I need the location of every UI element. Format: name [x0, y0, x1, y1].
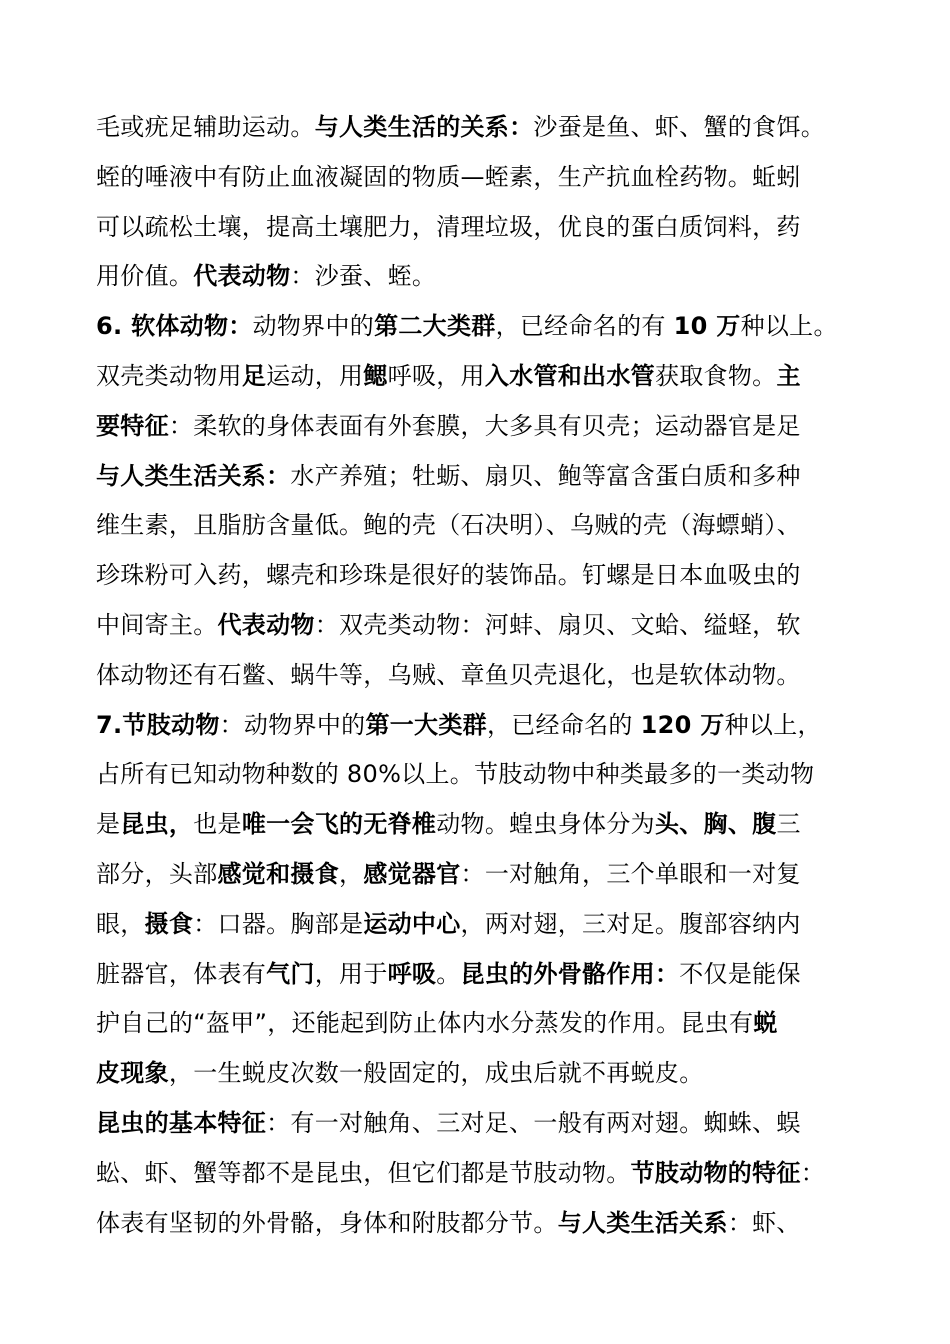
- text-segment: ，: [339, 859, 364, 888]
- text-segment: 动物。蝗虫身体分为: [436, 810, 655, 839]
- text-segment: ：沙蚕、蛭。: [290, 262, 437, 291]
- text-segment: 蛭的唾液中有防止血液凝固的物质—蛭素，生产抗血栓药物。蚯蚓: [96, 162, 801, 191]
- bold-term: 鳃: [363, 361, 388, 390]
- text-line: [96, 402, 910, 452]
- bold-term: 气门: [266, 959, 315, 988]
- text-segment: 蚣、虾、蟹等都不是昆虫，但它们都是节肢动物。: [96, 1158, 631, 1187]
- bold-term: 第二大类群: [374, 312, 496, 341]
- bold-term: 主: [776, 361, 801, 390]
- text-segment: 体动物还有石鳖、蜗牛等，乌贼、章鱼贝壳退化，也是软体动物。: [96, 660, 801, 689]
- bold-term: 昆虫的基本特征: [96, 1108, 267, 1137]
- text-segment: 体表有坚韧的外骨骼，身体和附肢都分节。: [96, 1208, 558, 1237]
- bold-term: 与人类生活的关系：: [314, 113, 534, 141]
- text-segment: 。: [436, 959, 461, 988]
- bold-term: 与人类生活关系：: [96, 461, 291, 490]
- bold-term: 呼吸: [387, 959, 437, 988]
- bold-term: 运动中心: [363, 909, 461, 938]
- text-segment: 眼，: [96, 909, 145, 938]
- text-segment: 脏器官，体表有: [96, 959, 267, 988]
- text-line: [96, 203, 910, 253]
- text-segment: 获取食物。: [654, 361, 777, 390]
- bold-term: 120 万: [640, 710, 725, 739]
- text-segment: 也是: [193, 810, 242, 839]
- bold-term: 蜕: [753, 1009, 778, 1038]
- text-line: [96, 850, 910, 900]
- bold-term: 唯一会飞的无脊椎: [241, 810, 437, 839]
- text-segment: 不仅是能保: [679, 959, 801, 988]
- bold-term: 入水管和出水管: [484, 361, 655, 390]
- text-segment: ：虾、: [727, 1208, 801, 1237]
- text-segment: 占所有已知动物种数的 80%以上。节肢动物中种类最多的一类动物: [96, 760, 815, 789]
- text-segment: 呼吸，用: [387, 361, 485, 390]
- text-segment: 水产养殖；牡蛎、扇贝、鲍等富含蛋白质和多种: [290, 461, 801, 490]
- text-segment: 可以疏松土壤，提高土壤肥力，清理垃圾，优良的蛋白质饲料，药: [96, 212, 801, 241]
- text-line: [96, 900, 910, 950]
- bold-term: 10 万: [673, 312, 741, 341]
- text-body: [96, 103, 910, 1248]
- text-segment: ：有一对触角、三对足、一般有两对翅。蜘蛛、蜈: [266, 1108, 801, 1137]
- text-line: [96, 1049, 910, 1099]
- text-segment: ：: [800, 1158, 826, 1187]
- bold-term: 6. 软体动物：: [96, 312, 253, 341]
- text-segment: 运动，用: [266, 361, 364, 390]
- text-segment: ：双壳类动物：河蚌、扇贝、文蛤、缢蛏，软: [314, 610, 801, 639]
- bold-term: 代表动物: [193, 262, 291, 291]
- text-line: [96, 551, 910, 601]
- text-line: [96, 950, 910, 1000]
- text-segment: ，已经命名的: [486, 710, 641, 739]
- text-segment: 种以上，: [724, 710, 822, 739]
- text-segment: 动物界中的: [252, 312, 375, 341]
- bold-term: 感觉和摄食: [217, 859, 339, 888]
- text-segment: 护自己的“盔甲”，还能起到防止体内水分蒸发的作用。昆虫有: [96, 1009, 754, 1038]
- text-line: [96, 800, 910, 850]
- text-line: [96, 352, 910, 402]
- text-segment: 三: [776, 810, 801, 839]
- bold-term: 头、胸、腹: [654, 810, 777, 839]
- text-segment: 部分，头部: [96, 859, 218, 888]
- text-line: [96, 601, 910, 651]
- bold-term: 感觉器官: [363, 859, 461, 888]
- text-line: [96, 651, 910, 701]
- bold-term: 与人类生活关系: [557, 1208, 728, 1237]
- text-segment: ，已经命名的有: [495, 312, 674, 341]
- text-segment: 是: [96, 810, 121, 839]
- bold-term: 昆虫的外骨骼作用：: [460, 959, 680, 988]
- text-line: [96, 1099, 910, 1149]
- text-line: [96, 302, 910, 352]
- text-segment: 珍珠粉可入药，螺壳和珍珠是很好的装饰品。钉螺是日本血吸虫的: [96, 561, 801, 590]
- bold-term: 7.节肢动物: [96, 710, 220, 739]
- text-segment: ，一生蜕皮次数一般固定的，成虫后就不再蜕皮。: [168, 1059, 704, 1088]
- bold-term: 要特征: [96, 411, 169, 440]
- bold-term: 皮现象: [96, 1059, 169, 1088]
- bold-term: 足: [241, 361, 267, 390]
- text-line: [96, 501, 910, 551]
- text-line: [96, 750, 910, 800]
- text-segment: ：一对触角，三个单眼和一对复: [460, 859, 801, 888]
- bold-term: 代表动物: [217, 610, 315, 639]
- text-line: [96, 999, 910, 1049]
- text-line: [96, 701, 910, 751]
- text-line: [96, 252, 910, 302]
- text-segment: ，用于: [314, 959, 388, 988]
- text-line: [96, 153, 910, 203]
- bold-term: 昆虫，: [120, 810, 194, 839]
- text-segment: 双壳类动物用: [96, 361, 242, 390]
- bold-term: 节肢动物的特征: [630, 1158, 801, 1187]
- bold-term: 摄食: [144, 909, 194, 938]
- text-segment: ：动物界中的: [219, 710, 366, 739]
- text-line: [96, 452, 910, 502]
- text-line: [96, 1149, 910, 1199]
- text-segment: 维生素，且脂肪含量低。鲍的壳（石决明）、乌贼的壳（海螵蛸）、: [96, 511, 801, 540]
- text-segment: 毛或疣足辅助运动。: [96, 113, 315, 141]
- text-segment: ：柔软的身体表面有外套膜，大多具有贝壳；运动器官是足: [168, 411, 801, 440]
- text-segment: 用价值。: [96, 262, 194, 291]
- text-segment: 种以上。: [740, 312, 838, 341]
- bold-term: 第一大类群: [365, 710, 487, 739]
- text-line: [96, 1199, 910, 1249]
- text-segment: 沙蚕是鱼、虾、蟹的食饵。: [533, 113, 826, 141]
- text-segment: 中间寄主。: [96, 610, 218, 639]
- text-segment: ：口器。胸部是: [193, 909, 364, 938]
- text-line: [96, 103, 910, 153]
- text-segment: ，两对翅，三对足。腹部容纳内: [460, 909, 801, 938]
